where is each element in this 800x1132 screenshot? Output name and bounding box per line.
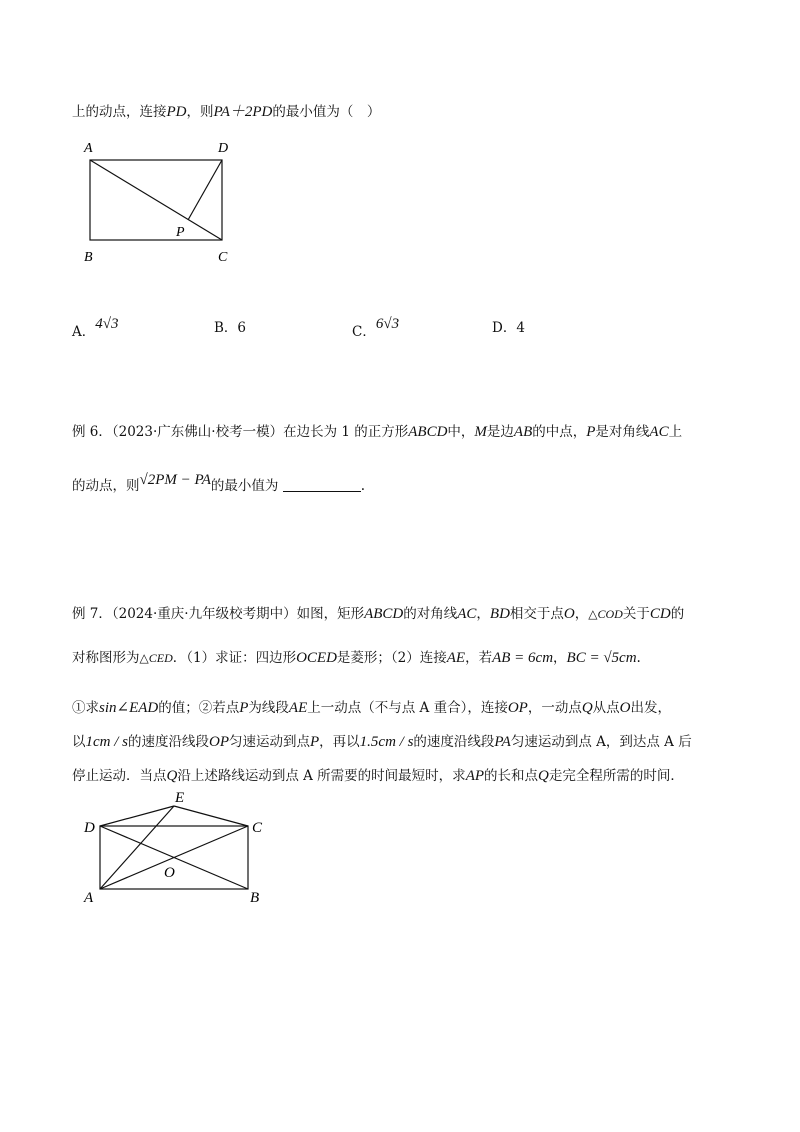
math: ABCD [408,424,448,440]
math-expression: √2PM − PA [139,472,211,488]
option-value: 4 [516,320,525,336]
option-label: B． [214,320,238,336]
text: 的最小值为（ ） [272,104,381,120]
math: △CED [139,651,173,665]
text: 出发， [630,700,672,716]
text: ，再以 [319,734,360,750]
text: 例 6．（2023·广东佛山·校考一模）在边长为 1 的正方形 [72,424,409,440]
q7-rectangle-figure [76,786,296,916]
text: 相交于点 [509,606,564,622]
text: 的速度沿线段 [413,734,495,750]
option-value: 6√3 [375,316,400,332]
math: AB = 6cm [492,650,554,666]
text: ①求 [72,700,99,716]
text: ．（1）求证：四边形 [172,650,297,666]
math: M [474,424,487,440]
text: ，则 [186,104,214,120]
text: 的值；②若点 [158,700,240,716]
math: AP [465,768,485,784]
answer-blank[interactable] [283,491,361,492]
label-d: D [218,141,229,156]
math: AC [649,424,669,440]
label-a: A [84,141,93,156]
text: 停止运动．当点 [72,768,167,784]
diagonal-ac [90,160,222,240]
segment-ce [174,806,248,826]
q7-line2 [72,646,641,667]
option-d [492,316,525,336]
text: 走完全程所需的时间． [548,768,684,784]
text: 从点 [592,700,620,716]
math: AE [446,650,466,666]
label-b: B [84,250,93,265]
q5-rectangle-figure [80,138,280,268]
math: ABCD [364,606,404,622]
math: △COD [588,607,623,621]
label-o: O [164,865,175,881]
option-c [352,316,399,340]
option-label: A． [72,324,96,340]
math: PA [494,734,511,750]
math: P [586,424,596,440]
q7-line4 [72,730,692,751]
math: Q [581,700,593,716]
label-c: C [218,250,228,265]
text: 例 7．（2024·重庆·九年级校考期中）如图，矩形 [72,606,365,622]
math: CD [649,606,671,622]
q7-line3 [72,696,671,717]
text: 对称图形为 [72,650,140,666]
math: Q [166,768,178,784]
text: 匀速运动到点 [229,734,310,750]
math: 1cm / s [85,734,128,750]
text: 是边 [486,424,514,440]
label-b: B [250,890,260,906]
q6-line1 [72,420,682,441]
text: 是菱形；（2）连接 [336,650,447,666]
math: BD [489,606,510,622]
math: O [563,606,575,622]
text: 的对角线 [403,606,458,622]
text: 沿上述路线运动到点 A 所需要的时间最短时，求 [177,768,466,784]
option-label: D． [492,320,517,336]
text: . [360,478,365,494]
text: 为线段 [248,700,289,716]
math: sin∠EAD [99,700,159,716]
option-value: 4√3 [95,316,119,332]
text: 匀速运动到点 A，到达点 A 后 [510,734,692,750]
q6-line2 [72,472,365,494]
math-pd: PD [166,104,187,120]
text: 以 [72,734,86,750]
text: 是对角线 [595,424,650,440]
math: P [239,700,249,716]
segment-pd [188,160,222,220]
text: 中， [447,424,475,440]
math: AE [288,700,308,716]
text: 的 [670,606,685,622]
text: 关于 [622,606,650,622]
math: O [619,700,631,716]
math: OP [209,734,229,750]
option-a [72,316,118,340]
text: 的中点， [532,424,587,440]
text: ，一动点 [527,700,582,716]
text: 的最小值为 [210,478,279,494]
option-value: 6 [237,320,247,336]
option-b [214,316,246,336]
math: Q [538,768,549,784]
text: . [636,650,641,666]
text: 的速度沿线段 [128,734,209,750]
text: 的动点，则 [72,478,140,494]
label-e: E [175,790,185,806]
label-d: D [84,820,95,836]
text: 上一动点（不与点 A 重合），连接 [307,700,508,716]
q5-line1 [72,100,380,121]
math: 1.5cm / s [359,734,414,750]
segment-de [100,806,174,826]
text: ， [553,650,567,666]
math: OP [507,700,528,716]
math: BC = √5cm [566,650,637,666]
text: 上的动点，连接 [72,104,167,120]
option-label: C． [352,324,376,340]
label-c: C [252,820,263,836]
text: ， [574,606,589,622]
math: P [310,734,320,750]
math-expression: PA＋2PD [213,104,273,120]
label-p: P [176,225,185,240]
math: AC [457,606,477,622]
q7-line5 [72,764,684,785]
math: OCED [296,650,337,666]
label-a: A [84,890,94,906]
text: ，若 [465,650,493,666]
segment-ae [100,806,174,889]
text: 上 [668,424,683,440]
text: 的长和点 [484,768,539,784]
math: AB [513,424,533,440]
q7-line1 [72,602,684,623]
text: ， [476,606,490,622]
